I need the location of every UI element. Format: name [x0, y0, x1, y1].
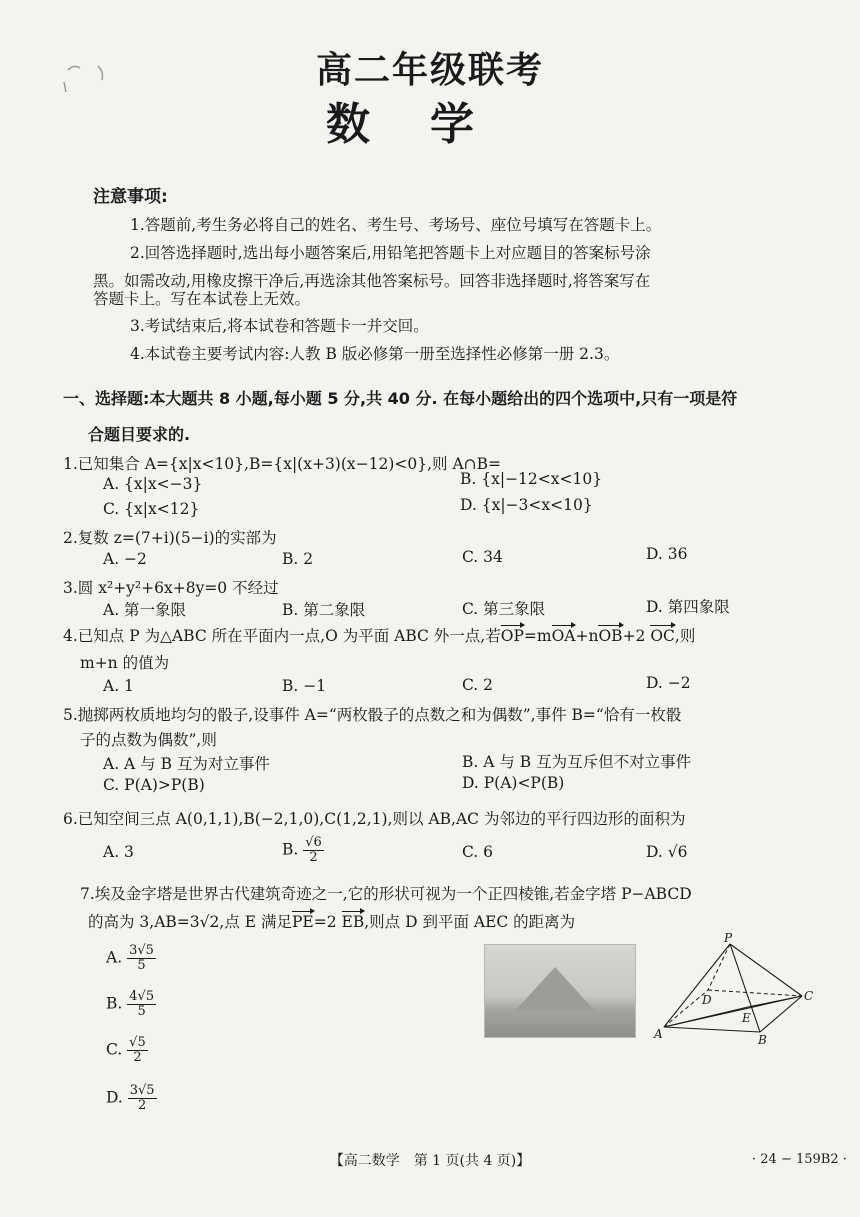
question-3-option-b: B. 第二象限	[282, 601, 366, 619]
vector-pe: PE	[291, 913, 314, 931]
question-4-stem: 4.已知点 P 为△ABC 所在平面内一点,O 为平面 ABC 外一点,若OP=mOA+nOB+2 OC,则	[63, 627, 696, 645]
question-2-option-d: D. 36	[646, 545, 688, 563]
question-1-option-a: A. {x|x<−3}	[103, 475, 203, 493]
question-5-option-a: A. A 与 B 互为对立事件	[103, 755, 270, 773]
question-2-option-b: B. 2	[282, 550, 314, 568]
note-item-2-cont: 黑。如需改动,用橡皮擦干净后,再选涂其他答案标号。回答非选择题时,将答案写在	[93, 272, 651, 290]
label-p: P	[724, 932, 733, 945]
section-heading-cont: 合题目要求的.	[88, 425, 191, 444]
label-c: C	[804, 989, 814, 1003]
question-7-option-b: B. $\frac{4√5}{5}$	[106, 989, 155, 1019]
question-1-option-c: C. {x|x<12}	[103, 500, 200, 518]
label-a: A	[654, 1027, 663, 1041]
question-6-option-a: A. 3	[103, 843, 134, 861]
question-1-stem: 1.已知集合 A={x|x<10},B={x|(x+3)(x−12)<0},则 A∩B=	[63, 455, 502, 473]
question-4-option-d: D. −2	[646, 674, 691, 692]
question-4-option-b: B. −1	[282, 677, 327, 695]
vector-op: OP	[500, 627, 524, 645]
question-3-stem: 3.圆 x²+y²+6x+8y=0 不经过	[63, 579, 279, 597]
exam-code: · 24 − 159B2 ·	[752, 1152, 847, 1167]
subject-title: 数学	[326, 99, 534, 150]
edge-ab	[664, 1027, 760, 1032]
question-6-option-b: B. $\frac{√6}{2}$	[282, 835, 322, 865]
note-item-1: 1.答题前,考生务必将自己的姓名、考生号、考场号、座位号填写在答题卡上。	[130, 216, 662, 234]
question-5-stem-cont: 子的点数为偶数”,则	[80, 731, 217, 749]
question-4-option-c: C. 2	[462, 676, 494, 694]
label-d: D	[702, 993, 712, 1007]
pyramid-silhouette	[515, 967, 595, 1011]
question-4-option-a: A. 1	[103, 677, 134, 695]
question-2-option-c: C. 34	[462, 548, 503, 566]
edge-dc	[708, 990, 802, 996]
question-1-option-d: D. {x|−3<x<10}	[460, 496, 593, 514]
question-3-option-c: C. 第三象限	[462, 600, 546, 618]
notes-heading: 注意事项:	[93, 187, 168, 207]
question-7-stem-cont: 的高为 3,AB=3√2,点 E 满足PE=2 EB,则点 D 到平面 AEC 的距离为	[88, 913, 576, 931]
pyramid-photo	[484, 944, 636, 1038]
vector-oa: OA	[551, 627, 576, 645]
vector-ob: OB	[598, 627, 623, 645]
question-1-option-b: B. {x|−12<x<10}	[460, 470, 603, 488]
note-item-3: 3.考试结束后,将本试卷和答题卡一并交回。	[130, 317, 429, 335]
question-6-option-c: C. 6	[462, 843, 494, 861]
question-5-stem: 5.抛掷两枚质地均匀的骰子,设事件 A=“两枚骰子的点数之和为偶数”,事件 B=“恰有一枚骰	[63, 706, 682, 724]
edge-bc	[760, 996, 802, 1032]
note-item-4: 4.本试卷主要考试内容:人教 B 版必修第一册至选择性必修第一册 2.3。	[130, 345, 620, 363]
question-7-option-c: C. $\frac{√5}{2}$	[106, 1035, 146, 1065]
question-3-option-d: D. 第四象限	[646, 598, 730, 616]
question-5-option-c: C. P(A)>P(B)	[103, 776, 205, 794]
question-2-option-a: A. −2	[103, 550, 147, 568]
note-item-2-end: 答题卡上。写在本试卷上无效。	[93, 290, 311, 308]
label-e: E	[742, 1011, 751, 1025]
question-5-option-b: B. A 与 B 互为互斥但不对立事件	[462, 753, 692, 771]
question-2-stem: 2.复数 z=(7+i)(5−i)的实部为	[63, 529, 277, 547]
question-4-stem-cont: m+n 的值为	[80, 654, 170, 672]
section-heading: 一、选择题:本大题共 8 小题,每小题 5 分,共 40 分. 在每小题给出的四个选项中,只有一项是符	[63, 389, 738, 408]
label-b: B	[758, 1033, 767, 1047]
question-5-option-d: D. P(A)<P(B)	[462, 774, 565, 792]
question-3-option-a: A. 第一象限	[103, 601, 187, 619]
question-6-stem: 6.已知空间三点 A(0,1,1),B(−2,1,0),C(1,2,1),则以 AB,AC 为邻边的平行四边形的面积为	[63, 810, 686, 828]
question-6-option-d: D. √6	[646, 843, 688, 861]
page-footer: 【高二数学 第 1 页(共 4 页)】	[329, 1153, 531, 1169]
exam-title: 高二年级联考	[315, 50, 544, 91]
segment-ec	[748, 996, 802, 1007]
vector-oc: OC	[650, 627, 675, 645]
edge-pc	[730, 944, 802, 996]
question-7-option-a: A. $\frac{3√5}{5}$	[106, 943, 154, 973]
note-item-2: 2.回答选择题时,选出每小题答案后,用铅笔把答题卡上对应题目的答案标号涂	[130, 244, 651, 262]
pyramid-diagram	[650, 932, 820, 1047]
question-7-option-d: D. $\frac{3√5}{2}$	[106, 1083, 155, 1113]
question-7-stem: 7.埃及金字塔是世界古代建筑奇迹之一,它的形状可视为一个正四棱锥,若金字塔 P−ABCD	[80, 885, 692, 903]
vector-eb: EB	[341, 913, 365, 931]
